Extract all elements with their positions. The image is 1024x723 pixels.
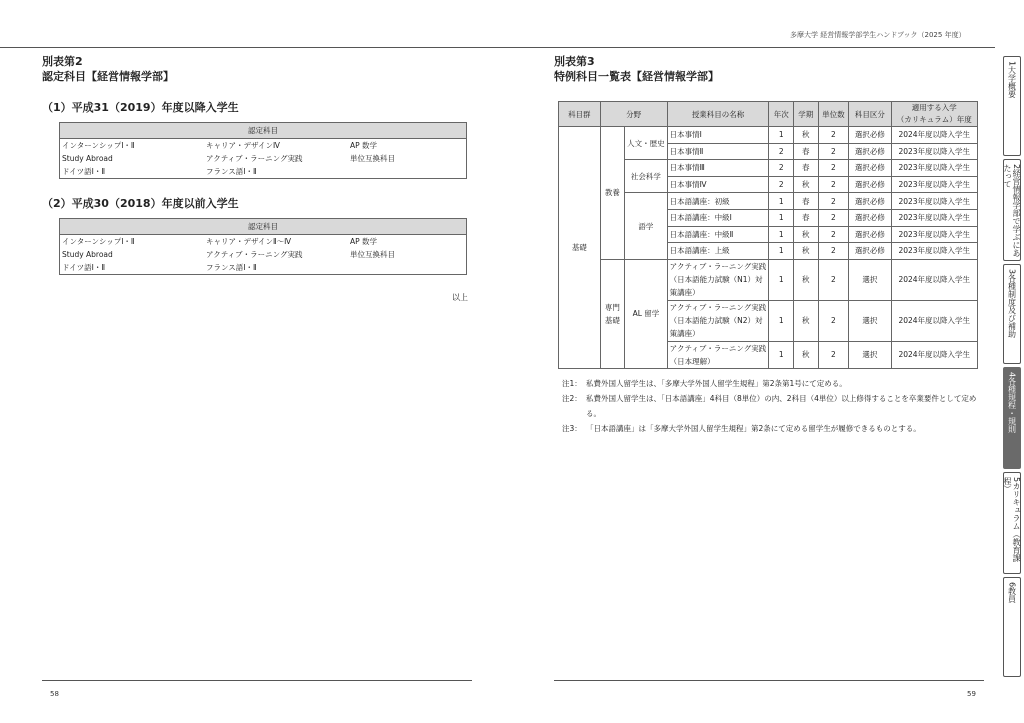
cell-applies: 2023年度以降入学生 xyxy=(891,209,977,226)
cell-term: 秋 xyxy=(794,226,819,243)
cell-year: 2 xyxy=(769,176,794,193)
cell-name: 日本語講座：中級Ⅱ xyxy=(667,226,769,243)
table-cell: AP 数学 xyxy=(350,141,378,150)
chapter-tab-6[interactable] xyxy=(1003,577,1021,677)
table-cell: Study Abroad xyxy=(62,154,113,163)
section1-heading: （1）平成31（2019）年度以降入学生 xyxy=(42,101,239,114)
note-item xyxy=(562,376,982,391)
cell-year: 1 xyxy=(769,341,794,368)
note-text: 「日本語講座」は「多摩大学外国人留学生規程」第2条にて定める留学生が履修できるものとする。 xyxy=(586,424,921,433)
cell-field-jinbun: 人文・歴史 xyxy=(625,127,668,160)
chapter-tab-label: 6教員 xyxy=(1007,582,1017,604)
cell-category: 選択必修 xyxy=(849,143,891,160)
cell-credits: 2 xyxy=(818,209,849,226)
table-cell: インターンシップⅠ・Ⅱ xyxy=(62,237,135,246)
chapter-tab-5[interactable] xyxy=(1003,472,1021,574)
running-header: 多摩大学 経営情報学部学生ハンドブック（2025 年度） xyxy=(790,31,966,39)
cell-credits: 2 xyxy=(818,143,849,160)
cell-group-kiso: 基礎 xyxy=(559,127,601,369)
table-cell: インターンシップⅠ・Ⅱ xyxy=(62,141,135,150)
right-title-block xyxy=(554,54,719,84)
cell-term: 秋 xyxy=(794,127,819,144)
cell-credits: 2 xyxy=(818,259,849,300)
cell-category: 選択必修 xyxy=(849,226,891,243)
table-cell xyxy=(348,261,467,275)
header-course-name: 授業科目の名称 xyxy=(667,102,769,127)
right-title-2: 特例科目一覧表【経営情報学部】 xyxy=(554,70,719,83)
cell-credits: 2 xyxy=(818,160,849,177)
cell-name: 日本語講座：初級 xyxy=(667,193,769,210)
chapter-tab-3[interactable] xyxy=(1003,264,1021,364)
cell-category: 選択 xyxy=(849,341,891,368)
header-field: 分野 xyxy=(600,102,667,127)
chapter-tab-label: 4各種規程・規則 xyxy=(1007,372,1017,434)
cell-category: 選択必修 xyxy=(849,193,891,210)
chapter-tab-label: 2経営情報学部で学ぶにあたって xyxy=(1003,164,1021,258)
cell-category: 選択必修 xyxy=(849,209,891,226)
cell-name: 日本語講座：中級Ⅰ xyxy=(667,209,769,226)
header-group: 科目群 xyxy=(559,102,601,127)
left-footer-rule xyxy=(42,680,472,681)
chapter-tab-4[interactable] xyxy=(1003,367,1021,469)
cell-credits: 2 xyxy=(818,127,849,144)
cell-credits: 2 xyxy=(818,176,849,193)
table-header: 認定科目 xyxy=(60,123,467,139)
cell-term: 春 xyxy=(794,160,819,177)
table-cell: 単位互換科目 xyxy=(350,250,395,259)
cell-credits: 2 xyxy=(818,300,849,341)
cell-field-gogaku: 語学 xyxy=(625,193,668,259)
table-row xyxy=(559,259,978,300)
right-title-1: 別表第3 xyxy=(554,55,595,68)
chapter-tab-1[interactable] xyxy=(1003,56,1021,156)
table-row xyxy=(60,139,467,153)
note-text: 私費外国人留学生は、「日本語講座」4科目（8単位）の内、2科目（4単位）以上修得することを卒業要件として定める。 xyxy=(586,394,977,418)
header-term: 学期 xyxy=(794,102,819,127)
cell-sub-senmon: 専門基礎 xyxy=(600,259,625,368)
table-cell: フランス語Ⅰ・Ⅱ xyxy=(206,263,257,272)
right-page-number: 59 xyxy=(967,690,976,698)
cell-applies: 2024年度以降入学生 xyxy=(891,259,977,300)
table-row xyxy=(60,235,467,249)
cell-applies: 2023年度以降入学生 xyxy=(891,243,977,260)
note-item xyxy=(562,391,982,421)
cell-year: 2 xyxy=(769,143,794,160)
cell-applies: 2023年度以降入学生 xyxy=(891,193,977,210)
cell-applies: 2023年度以降入学生 xyxy=(891,176,977,193)
note-prefix: 注3： xyxy=(562,424,582,433)
table-cell: アクティブ・ラーニング実践 xyxy=(206,154,303,163)
cell-category: 選択必修 xyxy=(849,127,891,144)
cell-field-al: AL 留学 xyxy=(625,259,668,368)
left-page-number: 58 xyxy=(50,690,59,698)
cell-name: アクティブ・ラーニング実践（日本理解） xyxy=(667,341,769,368)
cell-applies: 2023年度以降入学生 xyxy=(891,160,977,177)
cell-name: アクティブ・ラーニング実践（日本語能力試験（N2）対策講座） xyxy=(667,300,769,341)
left-title-block xyxy=(42,54,174,84)
recognized-courses-table-2 xyxy=(59,218,467,275)
section2-heading: （2）平成30（2018）年度以前入学生 xyxy=(42,197,239,210)
cell-credits: 2 xyxy=(818,341,849,368)
cell-term: 秋 xyxy=(794,300,819,341)
table-cell xyxy=(348,165,467,179)
table-cell: 単位互換科目 xyxy=(350,154,395,163)
cell-name: 日本事情Ⅳ xyxy=(667,176,769,193)
end-mark: 以上 xyxy=(452,293,468,302)
cell-year: 2 xyxy=(769,160,794,177)
table-cell: ドイツ語Ⅰ・Ⅱ xyxy=(62,167,106,176)
cell-term: 春 xyxy=(794,193,819,210)
cell-name: 日本事情Ⅲ xyxy=(667,160,769,177)
cell-year: 1 xyxy=(769,226,794,243)
cell-applies: 2023年度以降入学生 xyxy=(891,226,977,243)
cell-field-shakai: 社会科学 xyxy=(625,160,668,193)
header-category: 科目区分 xyxy=(849,102,891,127)
table-cell: AP 数学 xyxy=(350,237,378,246)
header-applies-line1: 適用する入学 xyxy=(911,103,957,112)
table-row xyxy=(60,248,467,261)
table-cell: フランス語Ⅰ・Ⅱ xyxy=(206,167,257,176)
cell-year: 1 xyxy=(769,259,794,300)
note-text: 私費外国人留学生は、「多摩大学外国人留学生規程」第2条第1号にて定める。 xyxy=(586,379,847,388)
cell-name: 日本事情Ⅰ xyxy=(667,127,769,144)
table-row xyxy=(60,152,467,165)
table-row xyxy=(60,261,467,275)
table-cell: キャリア・デザインⅡ～Ⅳ xyxy=(206,237,292,246)
table-cell: Study Abroad xyxy=(62,250,113,259)
cell-term: 秋 xyxy=(794,259,819,300)
cell-applies: 2023年度以降入学生 xyxy=(891,143,977,160)
chapter-tab-label: 3各種制度及び補助 xyxy=(1007,269,1017,339)
cell-year: 1 xyxy=(769,193,794,210)
cell-year: 1 xyxy=(769,243,794,260)
header-applies xyxy=(891,102,977,127)
chapter-tab-label: 1大学概要 xyxy=(1007,61,1017,99)
table-row xyxy=(60,165,467,179)
cell-category: 選択 xyxy=(849,300,891,341)
cell-name: 日本語講座：上級 xyxy=(667,243,769,260)
chapter-tab-2[interactable] xyxy=(1003,159,1021,261)
right-footer-rule xyxy=(554,680,984,681)
note-item xyxy=(562,421,982,436)
cell-applies: 2024年度以降入学生 xyxy=(891,127,977,144)
special-courses-table xyxy=(558,101,978,369)
table-cell: キャリア・デザインⅣ xyxy=(206,141,280,150)
table-row xyxy=(559,127,978,144)
cell-term: 秋 xyxy=(794,176,819,193)
header-applies-line2: （カリキュラム）年度 xyxy=(896,115,972,124)
note-prefix: 注2： xyxy=(562,394,582,403)
left-title-2: 認定科目【経営情報学部】 xyxy=(42,70,174,83)
cell-term: 秋 xyxy=(794,341,819,368)
recognized-courses-table-1 xyxy=(59,122,467,179)
table-cell: アクティブ・ラーニング実践 xyxy=(206,250,303,259)
cell-category: 選択必修 xyxy=(849,160,891,177)
cell-term: 秋 xyxy=(794,243,819,260)
cell-credits: 2 xyxy=(818,193,849,210)
note-prefix: 注1： xyxy=(562,379,582,388)
chapter-tabs xyxy=(1003,56,1021,680)
table-header: 認定科目 xyxy=(60,219,467,235)
cell-year: 1 xyxy=(769,127,794,144)
cell-name: アクティブ・ラーニング実践（日本語能力試験（N1）対策講座） xyxy=(667,259,769,300)
header-rule xyxy=(0,47,995,48)
header-year: 年次 xyxy=(769,102,794,127)
cell-credits: 2 xyxy=(818,226,849,243)
cell-category: 選択必修 xyxy=(849,243,891,260)
table-cell: ドイツ語Ⅰ・Ⅱ xyxy=(62,263,106,272)
cell-category: 選択 xyxy=(849,259,891,300)
cell-term: 春 xyxy=(794,209,819,226)
cell-term: 春 xyxy=(794,143,819,160)
left-title-1: 別表第2 xyxy=(42,55,83,68)
cell-year: 1 xyxy=(769,209,794,226)
cell-credits: 2 xyxy=(818,243,849,260)
cell-sub-kyoyo: 教養 xyxy=(600,127,625,260)
header-credits: 単位数 xyxy=(818,102,849,127)
cell-applies: 2024年度以降入学生 xyxy=(891,341,977,368)
cell-applies: 2024年度以降入学生 xyxy=(891,300,977,341)
cell-name: 日本事情Ⅱ xyxy=(667,143,769,160)
chapter-tab-label: 5カリキュラム（教育課程） xyxy=(1003,477,1021,563)
table-notes xyxy=(562,376,982,436)
cell-year: 1 xyxy=(769,300,794,341)
cell-category: 選択必修 xyxy=(849,176,891,193)
